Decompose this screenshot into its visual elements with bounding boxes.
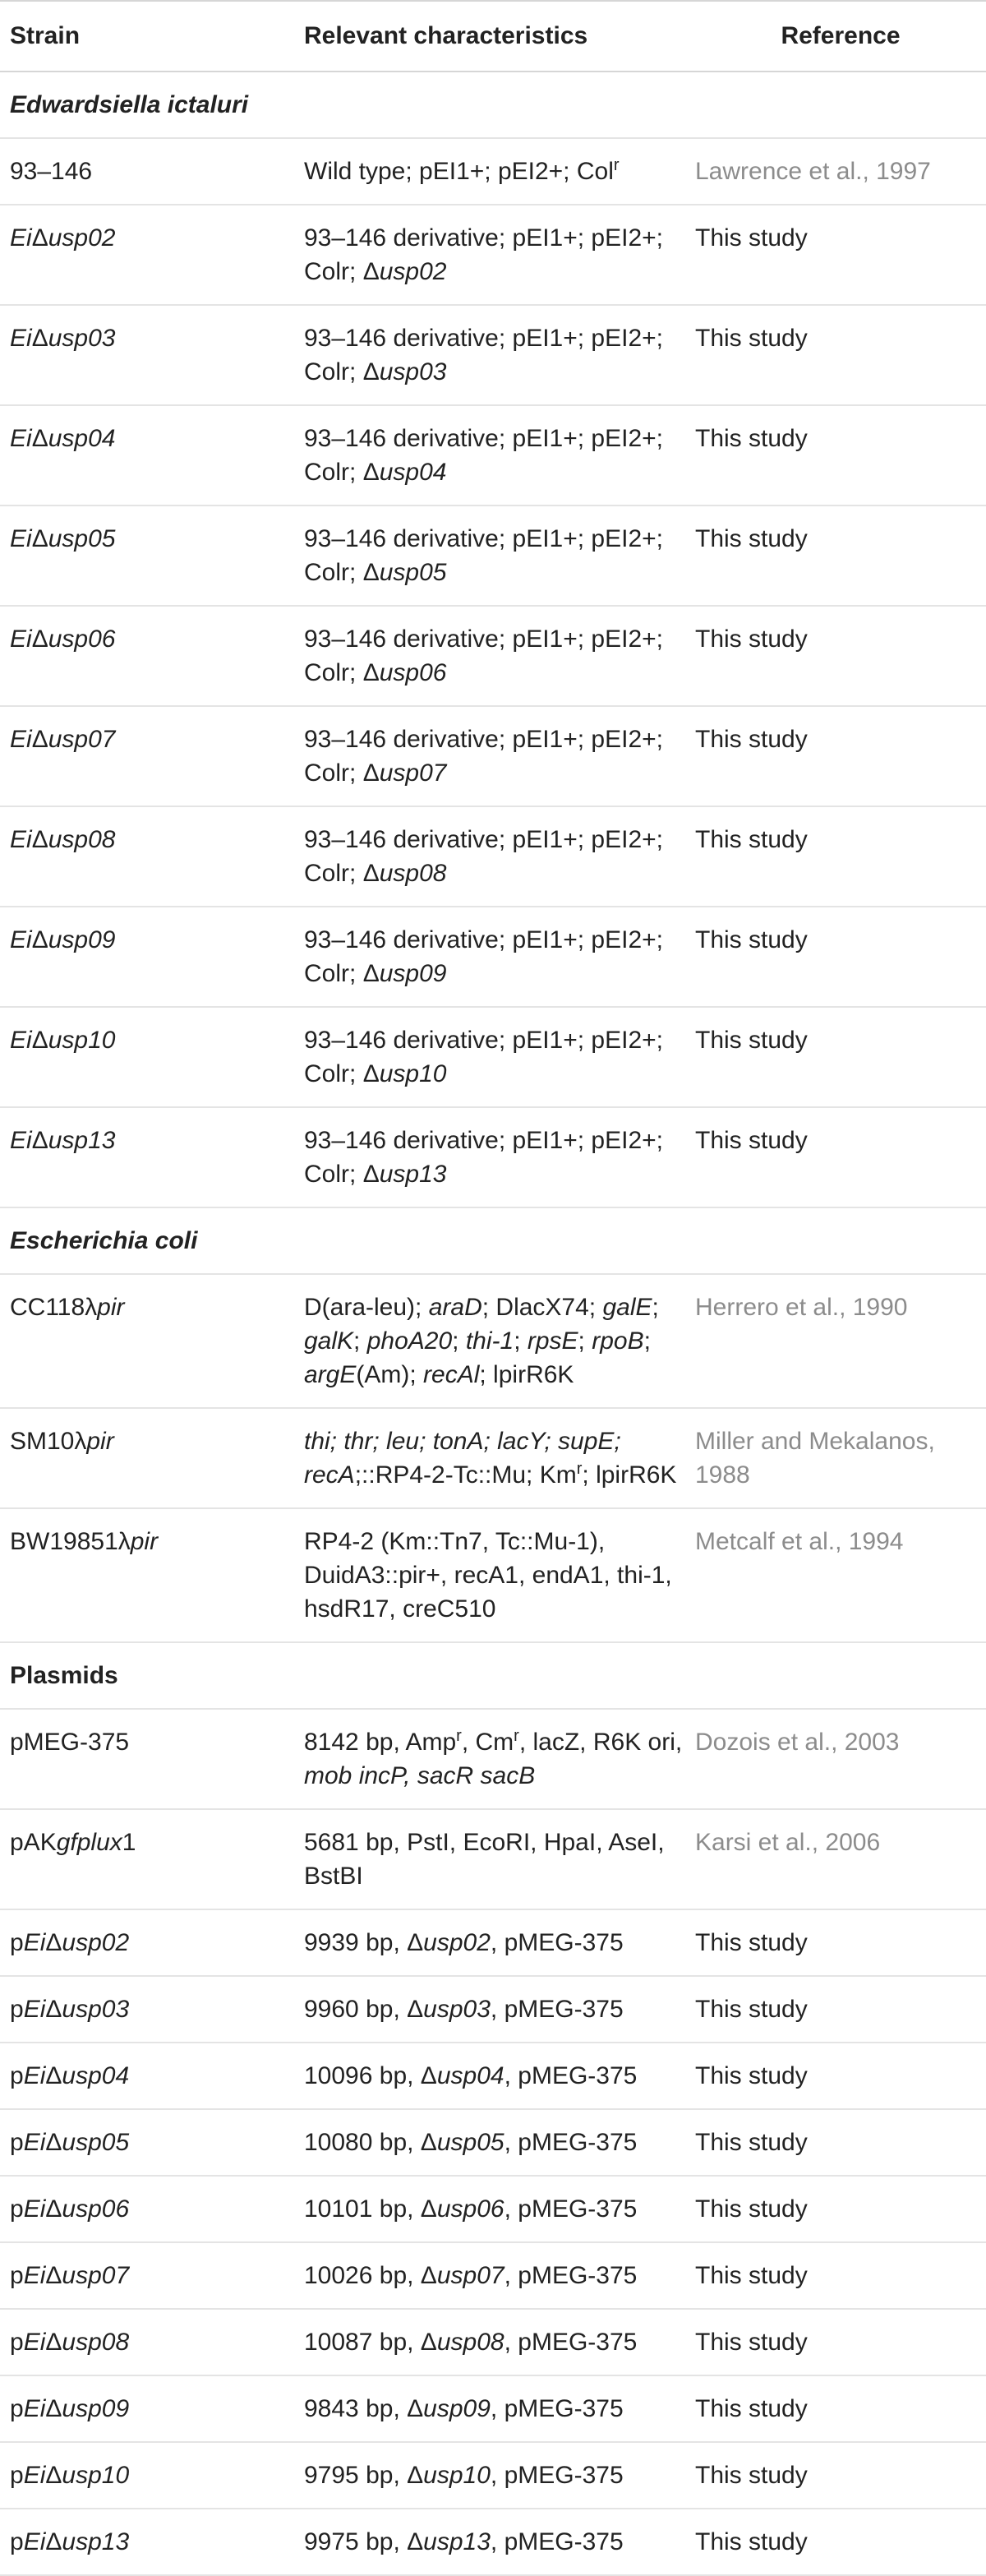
strain-cell: CC118λpir [0, 1274, 294, 1408]
table-row [0, 806, 986, 907]
table-row [0, 2375, 986, 2442]
table-row [0, 205, 986, 305]
characteristics-cell: 9843 bp, Δusp09, pMEG-375 [294, 2375, 695, 2442]
characteristics-cell: 93–146 derivative; pEI1+; pEI2+; Colr; Δusp02 [294, 205, 695, 305]
strain-cell: EiΔusp05 [0, 506, 294, 606]
characteristics-cell: 9960 bp, Δusp03, pMEG-375 [294, 1976, 695, 2043]
table-row [0, 2442, 986, 2509]
characteristics-cell: 93–146 derivative; pEI1+; pEI2+; Colr; Δusp13 [294, 1107, 695, 1207]
reference-cell: This study [695, 205, 986, 305]
reference-cell: This study [695, 2442, 986, 2509]
characteristics-cell: RP4-2 (Km::Tn7, Tc::Mu-1), DuidA3::pir+, recA1, endA1, thi-1, hsdR17, creC510 [294, 1508, 695, 1642]
strain-cell: BW19851λpir [0, 1508, 294, 1642]
table-row [0, 1408, 986, 1508]
characteristics-cell: 8142 bp, Amp$^r$, Cm$^r$, lacZ, R6K ori, mob incP, sacR sacB [294, 1709, 695, 1809]
characteristics-cell: thi; thr; leu; tonA; lacY; supE; recA;::RP4-2-Tc::Mu; Km$^r$; lpirR6K [294, 1408, 695, 1508]
strain-cell: pEiΔusp02 [0, 1909, 294, 1976]
strain-cell: pEiΔusp06 [0, 2176, 294, 2242]
characteristics-cell: 9795 bp, Δusp10, pMEG-375 [294, 2442, 695, 2509]
table-row [0, 1976, 986, 2043]
reference-cell: This study [695, 1007, 986, 1107]
reference-cell: This study [695, 2043, 986, 2109]
strain-cell: 93–146 [0, 138, 294, 205]
characteristics-cell: 10096 bp, Δusp04, pMEG-375 [294, 2043, 695, 2109]
reference-cell: This study [695, 1976, 986, 2043]
reference-cell: Miller and Mekalanos, 1988 [695, 1408, 986, 1508]
reference-cell: This study [695, 305, 986, 405]
section-header-row [0, 1207, 986, 1274]
characteristics-cell: Wild type; pEI1+; pEI2+; Col$^r$ [294, 138, 695, 205]
reference-cell: This study [695, 1107, 986, 1207]
table-row [0, 2309, 986, 2375]
strain-cell: pAKgfplux1 [0, 1809, 294, 1909]
table-row [0, 1508, 986, 1642]
section-title: Plasmids [0, 1642, 986, 1709]
table-row [0, 1274, 986, 1408]
table-row [0, 305, 986, 405]
table-body [0, 72, 986, 2575]
header-strain: Strain [0, 1, 294, 72]
characteristics-cell: 93–146 derivative; pEI1+; pEI2+; Colr; Δusp03 [294, 305, 695, 405]
reference-cell: This study [695, 2242, 986, 2309]
characteristics-cell: 93–146 derivative; pEI1+; pEI2+; Colr; Δusp10 [294, 1007, 695, 1107]
characteristics-cell: 10087 bp, Δusp08, pMEG-375 [294, 2309, 695, 2375]
characteristics-cell: 9939 bp, Δusp02, pMEG-375 [294, 1909, 695, 1976]
reference-cell: This study [695, 2109, 986, 2176]
reference-cell: Dozois et al., 2003 [695, 1709, 986, 1809]
table-row [0, 138, 986, 205]
table-row [0, 907, 986, 1007]
table-row [0, 1107, 986, 1207]
table-row [0, 2109, 986, 2176]
table-row [0, 2043, 986, 2109]
reference-cell: This study [695, 506, 986, 606]
reference-cell: This study [695, 706, 986, 806]
table-row [0, 1809, 986, 1909]
strain-cell: pEiΔusp07 [0, 2242, 294, 2309]
section-header-row [0, 1642, 986, 1709]
strain-cell: pEiΔusp13 [0, 2509, 294, 2575]
reference-cell: This study [695, 806, 986, 907]
characteristics-cell: 93–146 derivative; pEI1+; pEI2+; Colr; Δusp06 [294, 606, 695, 706]
strain-cell: pEiΔusp08 [0, 2309, 294, 2375]
reference-cell: This study [695, 405, 986, 506]
reference-cell: Herrero et al., 1990 [695, 1274, 986, 1408]
strain-cell: pEiΔusp10 [0, 2442, 294, 2509]
characteristics-cell: 10101 bp, Δusp06, pMEG-375 [294, 2176, 695, 2242]
table-row [0, 1007, 986, 1107]
section-header-row [0, 72, 986, 138]
table-row [0, 606, 986, 706]
reference-cell: This study [695, 606, 986, 706]
header-reference: Reference [695, 1, 986, 72]
strain-cell: EiΔusp10 [0, 1007, 294, 1107]
characteristics-cell: 93–146 derivative; pEI1+; pEI2+; Colr; Δusp09 [294, 907, 695, 1007]
table-header-row [0, 1, 986, 72]
reference-cell: Lawrence et al., 1997 [695, 138, 986, 205]
characteristics-cell: 10026 bp, Δusp07, pMEG-375 [294, 2242, 695, 2309]
table-row [0, 2242, 986, 2309]
characteristics-cell: 93–146 derivative; pEI1+; pEI2+; Colr; Δusp08 [294, 806, 695, 907]
reference-cell: This study [695, 2375, 986, 2442]
reference-cell: This study [695, 2309, 986, 2375]
strain-cell: EiΔusp04 [0, 405, 294, 506]
strain-cell: pEiΔusp09 [0, 2375, 294, 2442]
strain-cell: EiΔusp13 [0, 1107, 294, 1207]
table-row [0, 2509, 986, 2575]
table-row [0, 1709, 986, 1809]
reference-cell: This study [695, 907, 986, 1007]
characteristics-cell: 93–146 derivative; pEI1+; pEI2+; Colr; Δusp04 [294, 405, 695, 506]
strain-cell: EiΔusp07 [0, 706, 294, 806]
strain-cell: EiΔusp09 [0, 907, 294, 1007]
reference-cell: Karsi et al., 2006 [695, 1809, 986, 1909]
strain-cell: SM10λpir [0, 1408, 294, 1508]
table-row [0, 706, 986, 806]
header-characteristics: Relevant characteristics [294, 1, 695, 72]
strain-cell: EiΔusp06 [0, 606, 294, 706]
characteristics-cell: 93–146 derivative; pEI1+; pEI2+; Colr; Δusp05 [294, 506, 695, 606]
reference-cell: This study [695, 2176, 986, 2242]
section-title: Escherichia coli [0, 1207, 986, 1274]
table-row [0, 1909, 986, 1976]
characteristics-cell: D(ara-leu); araD; DlacX74; galE; galK; phoA20; thi-1; rpsE; rpoB; argE(Am); recAl; lpirR6K [294, 1274, 695, 1408]
characteristics-cell: 93–146 derivative; pEI1+; pEI2+; Colr; Δusp07 [294, 706, 695, 806]
strain-cell: pMEG-375 [0, 1709, 294, 1809]
table-row [0, 506, 986, 606]
strain-cell: EiΔusp03 [0, 305, 294, 405]
reference-cell: This study [695, 1909, 986, 1976]
strain-cell: pEiΔusp04 [0, 2043, 294, 2109]
characteristics-cell: 9975 bp, Δusp13, pMEG-375 [294, 2509, 695, 2575]
characteristics-cell: 10080 bp, Δusp05, pMEG-375 [294, 2109, 695, 2176]
table-row [0, 405, 986, 506]
strain-cell: EiΔusp08 [0, 806, 294, 907]
section-title: Edwardsiella ictaluri [0, 72, 986, 138]
strain-cell: pEiΔusp03 [0, 1976, 294, 2043]
table-row [0, 2176, 986, 2242]
characteristics-cell: 5681 bp, PstI, EcoRI, HpaI, AseI, BstBI [294, 1809, 695, 1909]
reference-cell: Metcalf et al., 1994 [695, 1508, 986, 1642]
reference-cell: This study [695, 2509, 986, 2575]
strain-cell: EiΔusp02 [0, 205, 294, 305]
strain-cell: pEiΔusp05 [0, 2109, 294, 2176]
